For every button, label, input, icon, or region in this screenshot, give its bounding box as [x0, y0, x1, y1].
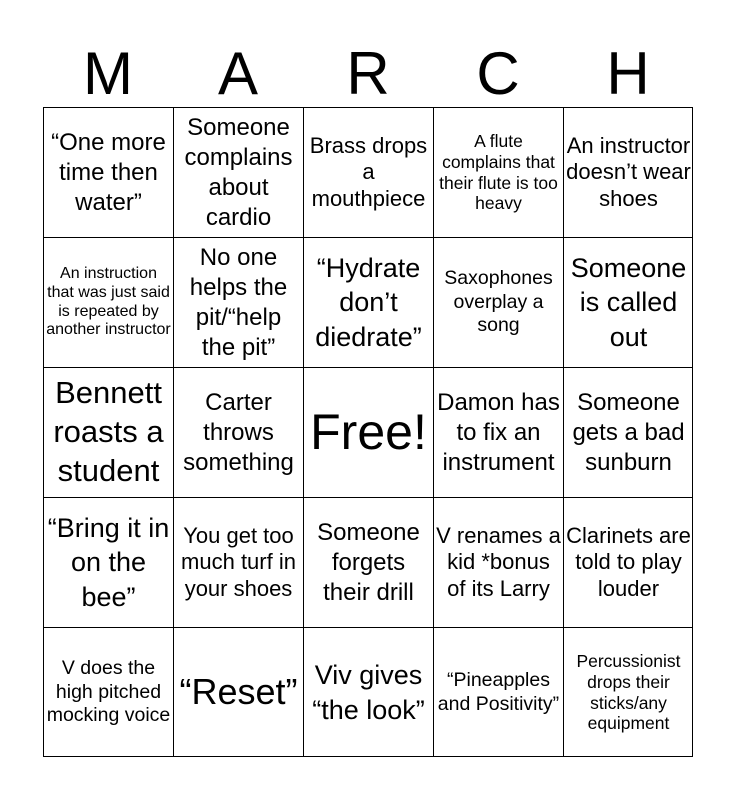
bingo-cell[interactable] [563, 367, 693, 497]
cell-text: “Reset” [179, 671, 298, 713]
header-letter-r: R [346, 40, 390, 107]
cell-text: Clarinets are told to play louder [566, 522, 691, 601]
bingo-cell[interactable] [43, 627, 173, 757]
bingo-cell[interactable] [43, 497, 173, 627]
cell-text: A flute complains that their flute is too heavy [439, 131, 558, 214]
cell-text: Someone gets a bad sunburn [572, 388, 685, 476]
bingo-cell[interactable] [173, 497, 303, 627]
cell-text: An instructor doesn’t wear shoes [566, 132, 691, 211]
cell-text: Someone complains about cardio [184, 113, 293, 231]
free-space-cell[interactable] [303, 367, 433, 497]
bingo-cell[interactable] [303, 237, 433, 367]
cell-text: You get too much turf in your shoes [181, 522, 296, 601]
header-letter-h: H [606, 40, 650, 107]
header-letter-m: M [83, 40, 133, 107]
cell-text: Damon has to fix an instrument [437, 388, 560, 476]
cell-text: “Bring it in on the bee” [47, 512, 170, 612]
bingo-cell[interactable] [563, 627, 693, 757]
bingo-header [43, 40, 693, 108]
cell-text: “Hydrate don’t diedrate” [315, 252, 422, 352]
bingo-board [43, 107, 693, 757]
bingo-cell[interactable] [303, 107, 433, 237]
cell-text: No one helps the pit/“help the pit” [189, 243, 288, 361]
bingo-cell[interactable] [563, 107, 693, 237]
cell-text: Free! [310, 404, 427, 460]
cell-text: V renames a kid *bonus of its Larry [436, 522, 561, 601]
bingo-cell[interactable] [43, 237, 173, 367]
cell-text: Someone forgets their drill [317, 518, 420, 606]
cell-text: Brass drops a mouthpiece [309, 132, 428, 211]
bingo-cell[interactable] [433, 107, 563, 237]
bingo-cell[interactable] [563, 237, 693, 367]
bingo-cell[interactable] [173, 237, 303, 367]
bingo-cell[interactable] [303, 497, 433, 627]
cell-text: Carter throws something [183, 388, 294, 476]
cell-text: Saxophones overplay a song [444, 267, 553, 337]
bingo-cell[interactable] [433, 497, 563, 627]
cell-text: Viv gives “the look” [312, 659, 425, 725]
cell-text: V does the high pitched mocking voice [46, 657, 171, 727]
cell-text: “Pineapples and Positivity” [437, 669, 560, 715]
bingo-cell[interactable] [303, 627, 433, 757]
bingo-cell[interactable] [433, 367, 563, 497]
bingo-cell[interactable] [173, 367, 303, 497]
bingo-cell[interactable] [433, 627, 563, 757]
header-letter-a: A [217, 40, 259, 107]
bingo-cell[interactable] [433, 237, 563, 367]
bingo-cell[interactable] [173, 107, 303, 237]
header-letter-c: C [476, 40, 520, 107]
cell-text: An instruction that was just said is repeated by another instructor [46, 264, 171, 339]
cell-text: Bennett roasts a student [53, 375, 164, 488]
cell-text: Someone is called out [570, 252, 687, 352]
bingo-cell[interactable] [173, 627, 303, 757]
cell-text: “One more time then water” [51, 128, 166, 216]
bingo-cell[interactable] [43, 367, 173, 497]
bingo-cell[interactable] [563, 497, 693, 627]
bingo-cell[interactable] [43, 107, 173, 237]
cell-text: Percussionist drops their sticks/any equipment [576, 651, 681, 734]
